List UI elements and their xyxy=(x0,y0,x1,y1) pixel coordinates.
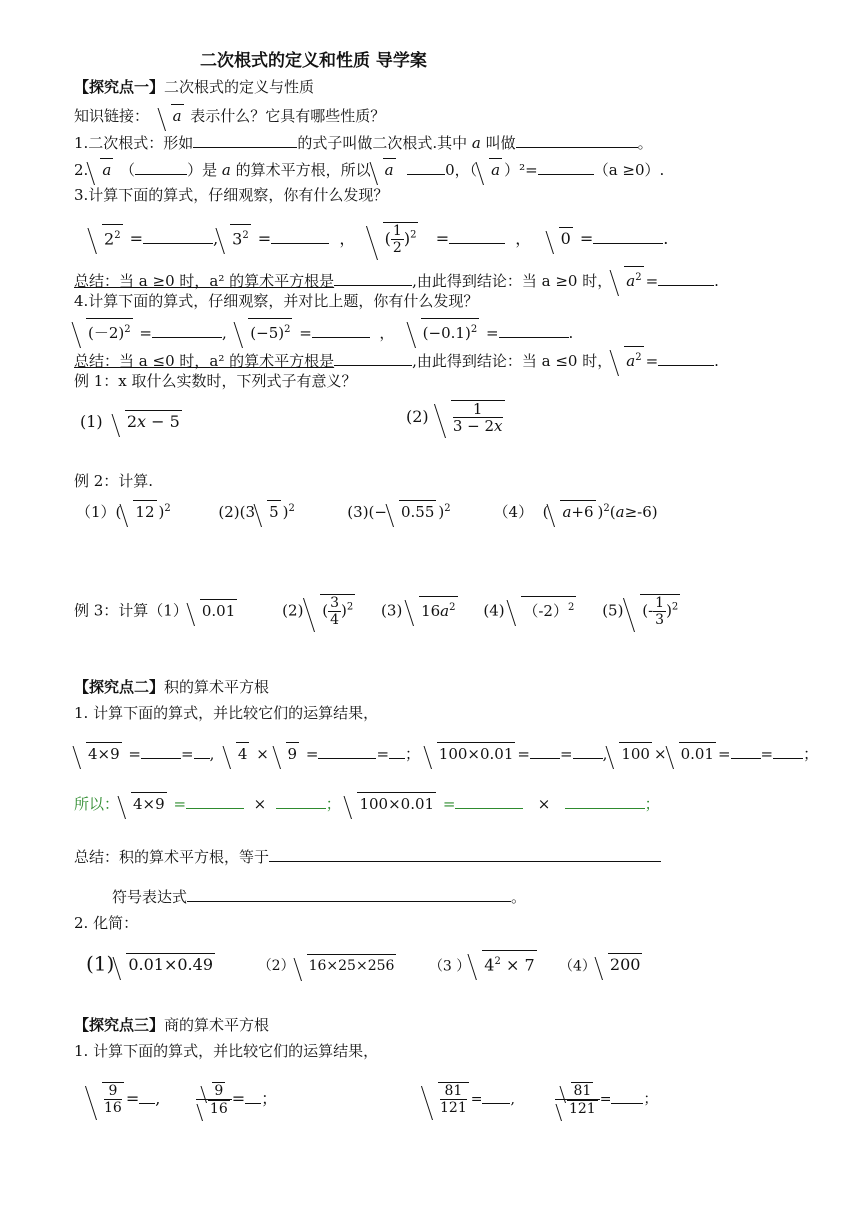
item3-instruction: 3.计算下面的算式，仔细观察，你有什么发现？ xyxy=(74,186,389,204)
item3-expressions: $2^2$ = , $3^2$ = ， ( $\frac{1}{2}$ )$^2$ = ， 0 = . xyxy=(90,222,668,256)
section2-symbol: 符号表达式 。 xyxy=(112,888,527,906)
section1-tag: 【探究点一】 xyxy=(74,78,165,96)
section3-heading: 【探究点三】商的算术平方根 xyxy=(74,1016,270,1034)
example2-title: 例 2：计算. xyxy=(74,472,154,490)
section2-expressions: 4×9 = = , 4 × 9 = = ； 100×0.01 = = , 100 × 0.01 = = ； xyxy=(74,742,818,765)
section2-item2: 2. 化简： xyxy=(74,914,139,932)
item4-expressions: $(-2)^2$ = , $(-5)^2$ = ， $(-0.1)^2$ = . xyxy=(74,318,573,344)
section3-item1: 1. 计算下面的算式，并比较它们的运算结果， xyxy=(74,1042,379,1060)
summary1: 总结：当 a ≥0 时，a² 的算术平方根是 ,由此得到结论：当 a ≥0 时， $a^2$ = . xyxy=(74,266,719,292)
example1-part1: (1) 2x − 5 xyxy=(80,412,180,431)
knowledge-link: 知识链接： a 表示什么？它具有哪些性质？ xyxy=(74,104,385,127)
page-title: 二次根式的定义和性质 导学案 xyxy=(200,51,427,71)
example1-part2: (2) $\frac{1}{3 - 2x}$ xyxy=(406,400,503,435)
section1-title: 二次根式的定义与性质 xyxy=(164,78,315,96)
item2-property: 2. a （ ）是 a 的算术平方根，所以 a 0，（ a ）²= （a ≥0）. xyxy=(74,158,664,181)
section1-heading xyxy=(74,76,314,98)
section2-summary: 总结：积的算术平方根，等于 xyxy=(74,846,661,868)
section3-expressions: $\frac{9}{16}$ = , $\frac{9}{16}$ = ； xyxy=(90,1082,277,1117)
example2-parts: （1）( 12 )$^2$ (2)(3 5 )$^2$ (3)(− 0.55 )$^2$ （4） ( a+6 )$^2$(a≥-6) xyxy=(76,498,658,523)
example3: 例 3：计算（1） 0.01 (2) ( $\frac{3}{4}$ )$^2$ (3) $16a^2$ (4) $(-2)^2$ (5) (- $\frac{1}{3}$ )$^2$ xyxy=(74,595,679,628)
section2-item1: 1. 计算下面的算式，并比较它们的运算结果， xyxy=(74,704,379,722)
item4-instruction: 4.计算下面的算式，仔细观察，并对比上题，你有什么发现？ xyxy=(74,292,479,310)
section3-expressions-right: $\frac{81}{121}$ = , $\frac{81}{121}$ = ； xyxy=(426,1082,657,1117)
example1-title: 例 1：x 取什么实数时，下列式子有意义？ xyxy=(74,372,357,390)
section2-simplify: (1) 0.01×0.49 （2） 16×25×256 （3 ） $4^2 \times 7$ （4） 200 xyxy=(86,951,641,976)
section2-heading: 【探究点二】积的算术平方根 xyxy=(74,678,270,696)
item1-definition: 1.二次根式：形如 的式子叫做二次根式.其中 a 叫做 。 xyxy=(74,134,653,152)
section2-therefore: 所以： 4×9 = × ； 100×0.01 = × ； xyxy=(74,792,660,815)
summary2: 总结：当 a ≤0 时，a² 的算术平方根是 ,由此得到结论：当 a ≤0 时， $a^2$ = . xyxy=(74,346,719,372)
